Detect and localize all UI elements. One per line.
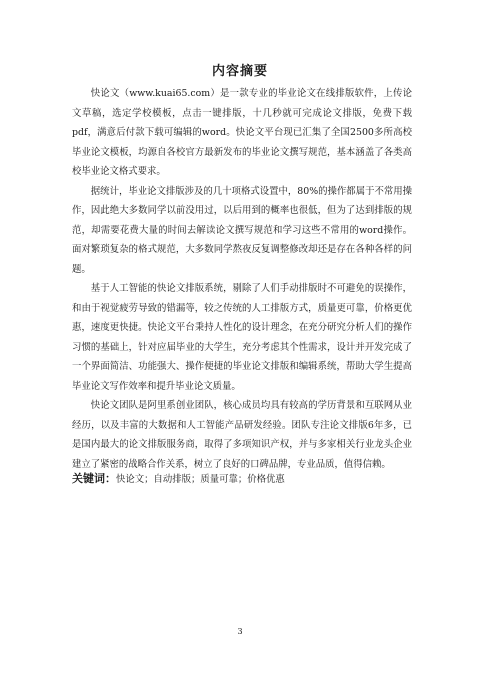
abstract-body — [72, 84, 412, 474]
abstract-title: 内容摘要 — [211, 64, 268, 79]
keywords-label: 关键词： — [72, 472, 116, 485]
paragraph-3: 基于人工智能的快论文排版系统，剔除了人们手动排版时不可避免的误操作，和由于视觉疲劳导致的错漏等，较之传统的人工排版方式，质量更可靠，价格更优惠，速度更快捷。快论文平台秉持人性化的设计理念，在充分研究分析人们的操作习惯的基础上，针对应届毕业的大学生，充分考虑其个性需求，设计并开发完成了一个界面简洁、功能强大、操作便捷的毕业论文排版和编辑系统，帮助大学生提高毕业论文写作效率和提升毕业论文质量。 — [72, 283, 412, 392]
paragraph-1: 快论文（www.kuai65.com）是一款专业的毕业论文在线排版软件，上传论文草稿，选定学校模板，点击一键排版，十几秒就可完成论文排版，免费下载pdf，满意后付款下载可编辑的word。快论文平台现已汇集了全国2500多所高校毕业论文模板，均源自各校官方最新发布的毕业论文撰写规范，基本涵盖了各类高校毕业论文格式要求。 — [72, 88, 412, 177]
page-number: 3 — [237, 627, 243, 636]
keywords-line — [72, 470, 412, 489]
paragraph-2: 据统计，毕业论文排版涉及的几十项格式设置中，80%的操作都属于不常用操作，因此绝大多数同学以前没用过，以后用到的概率也很低，但为了达到排版的规范，却需要花费大量的时间去解读论文撰写规范和学习这些不常用的word操作。面对繁琐复杂的格式规范，大多数同学熬夜反复调整修改却还是存在各种各样的问题。 — [72, 185, 412, 275]
keywords-text: 快论文；自动排版；质量可靠；价格优惠 — [116, 474, 285, 485]
paragraph-4: 快论文团队是阿里系创业团队，核心成员均具有较高的学历背景和互联网从业经历，以及丰富的大数据和人工智能产品研发经验。团队专注论文排版6年多，已是国内最大的论文排版服务商，取得了多项知识产权，并与多家相关行业龙头企业建立了紧密的战略合作关系，树立了良好的口碑品牌，专业品质，值得信赖。 — [72, 400, 412, 470]
